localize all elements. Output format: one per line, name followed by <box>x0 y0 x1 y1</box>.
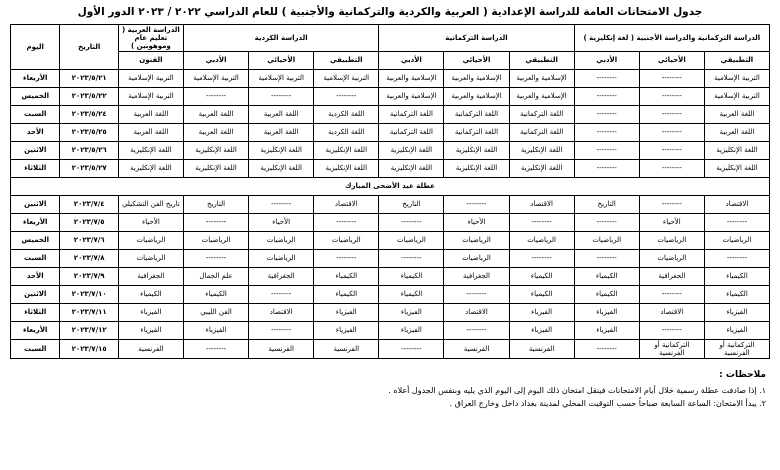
exam-cell: التاريخ <box>574 195 639 213</box>
exam-cell: اللغة الإنكليزية <box>444 141 509 159</box>
exam-cell: الفيزياء <box>118 321 183 339</box>
exam-cell: اللغة الإنكليزية <box>118 159 183 177</box>
table-body <box>11 69 770 358</box>
exam-cell: -------- <box>574 87 639 105</box>
exam-cell: اللغة التركمانية <box>444 105 509 123</box>
exam-date: ٢٠٢٣/٥/٢٤ <box>60 105 118 123</box>
exam-cell: التركمانية أو الفرنسية <box>639 339 704 358</box>
exam-cell: الكيمياء <box>314 267 379 285</box>
exam-cell: الفيزياء <box>314 321 379 339</box>
exam-cell: -------- <box>249 87 314 105</box>
exam-cell: اللغة العربية <box>704 105 769 123</box>
exam-cell: -------- <box>379 249 444 267</box>
exam-date: ٢٠٢٣/٥/٢٢ <box>60 87 118 105</box>
exam-cell: التربية الإسلامية <box>118 69 183 87</box>
subheader-1-2: الأدبي <box>379 51 444 69</box>
table-row <box>11 285 770 303</box>
exam-cell: الأحياء <box>249 213 314 231</box>
exam-date: ٢٠٢٣/٥/٢٦ <box>60 141 118 159</box>
exam-cell: اللغة الإنكليزية <box>444 159 509 177</box>
exam-cell: الرياضيات <box>639 249 704 267</box>
exam-day: الثلاثاء <box>11 303 60 321</box>
table-row <box>11 303 770 321</box>
exam-cell: الاقتصاد <box>249 303 314 321</box>
table-row <box>11 105 770 123</box>
exam-cell: -------- <box>639 195 704 213</box>
exam-cell: الاقتصاد <box>639 303 704 321</box>
exam-cell: الرياضيات <box>509 231 574 249</box>
exam-cell: -------- <box>509 213 574 231</box>
exam-cell: الفيزياء <box>704 303 769 321</box>
exam-cell: -------- <box>183 213 248 231</box>
exam-cell: الفيزياء <box>379 303 444 321</box>
exam-cell: -------- <box>574 249 639 267</box>
exam-cell: -------- <box>314 87 379 105</box>
exam-cell: الرياضيات <box>118 231 183 249</box>
exam-day: السبت <box>11 249 60 267</box>
exam-cell: اللغة الإنكليزية <box>379 141 444 159</box>
exam-cell: الفرنسية <box>509 339 574 358</box>
subheader-3-0: الفنون <box>118 51 183 69</box>
exam-cell: -------- <box>639 87 704 105</box>
exam-cell: -------- <box>639 321 704 339</box>
exam-cell: الكيمياء <box>574 267 639 285</box>
exam-cell: الفيزياء <box>183 321 248 339</box>
exam-cell: -------- <box>639 159 704 177</box>
header-day: اليوم <box>11 24 60 69</box>
group-header-arabic: الدراسة العربية ( تعليم عام وموهوبين ) <box>118 24 183 51</box>
exam-cell: -------- <box>444 321 509 339</box>
subheader-2-1: الأحيائي <box>249 51 314 69</box>
exam-cell: الفيزياء <box>118 303 183 321</box>
table-row <box>11 213 770 231</box>
exam-cell: التربية الإسلامية <box>704 87 769 105</box>
exam-cell: اللغة التركمانية <box>509 123 574 141</box>
exam-cell: الجغرافية <box>639 267 704 285</box>
exam-cell: الفرنسية <box>249 339 314 358</box>
exam-cell: اللغة العربية <box>249 123 314 141</box>
exam-cell: -------- <box>314 249 379 267</box>
note-item: ٢. يبدأ الامتحان: الساعة السابعة صباحاً حسب التوقيت المحلي لمدينة بغداد داخل وخارج العراق . <box>449 399 766 409</box>
exam-cell: -------- <box>249 285 314 303</box>
exam-cell: اللغة الإنكليزية <box>314 141 379 159</box>
exam-schedule-table <box>10 24 770 359</box>
exam-cell: -------- <box>639 123 704 141</box>
exam-cell: -------- <box>379 213 444 231</box>
exam-cell: الأحياء <box>444 213 509 231</box>
exam-cell: -------- <box>444 285 509 303</box>
exam-cell: اللغة الكردية <box>314 123 379 141</box>
exam-date: ٢٠٢٣/٥/٢٥ <box>60 123 118 141</box>
exam-cell: -------- <box>509 249 574 267</box>
exam-cell: الكيمياء <box>704 285 769 303</box>
exam-cell: الفن الليبي <box>183 303 248 321</box>
exam-cell: الكيمياء <box>183 285 248 303</box>
exam-cell: اللغة العربية <box>249 105 314 123</box>
exam-cell: -------- <box>249 321 314 339</box>
exam-day: الأربعاء <box>11 213 60 231</box>
exam-cell: اللغة الإنكليزية <box>249 141 314 159</box>
exam-cell: اللغة الإنكليزية <box>379 159 444 177</box>
exam-cell: الإسلامية والعربية <box>509 69 574 87</box>
exam-cell: اللغة الإنكليزية <box>118 141 183 159</box>
table-group-header-row <box>11 24 770 51</box>
exam-cell: الفيزياء <box>704 321 769 339</box>
exam-cell: -------- <box>379 339 444 358</box>
exam-cell: اللغة الإنكليزية <box>183 159 248 177</box>
subheader-2-0: التطبيقي <box>314 51 379 69</box>
exam-cell: -------- <box>249 195 314 213</box>
exam-date: ٢٠٢٣/٧/٨ <box>60 249 118 267</box>
exam-cell: اللغة التركمانية <box>444 123 509 141</box>
exam-day: الخميس <box>11 87 60 105</box>
exam-day: الثلاثاء <box>11 159 60 177</box>
exam-date: ٢٠٢٣/٧/١٥ <box>60 339 118 358</box>
exam-cell: التربية الإسلامية <box>249 69 314 87</box>
table-row <box>11 123 770 141</box>
exam-cell: الفيزياء <box>509 321 574 339</box>
subheader-0-1: الأحيائي <box>639 51 704 69</box>
exam-cell: الفرنسية <box>118 339 183 358</box>
table-row <box>11 249 770 267</box>
subheader-1-0: التطبيقي <box>509 51 574 69</box>
exam-cell: الرياضيات <box>249 249 314 267</box>
exam-cell: الفيزياء <box>509 303 574 321</box>
exam-cell: الاقتصاد <box>704 195 769 213</box>
exam-day: السبت <box>11 339 60 358</box>
exam-cell: -------- <box>574 213 639 231</box>
exam-cell: الفرنسية <box>444 339 509 358</box>
table-row <box>11 69 770 87</box>
exam-cell: -------- <box>639 105 704 123</box>
exam-date: ٢٠٢٣/٧/١٢ <box>60 321 118 339</box>
exam-cell: اللغة التركمانية <box>379 105 444 123</box>
exam-cell: اللغة العربية <box>704 123 769 141</box>
subheader-0-2: الأدبي <box>574 51 639 69</box>
exam-cell: الرياضيات <box>249 231 314 249</box>
exam-cell: علم الجمال <box>183 267 248 285</box>
exam-cell: الرياضيات <box>118 249 183 267</box>
exam-date: ٢٠٢٣/٧/١٠ <box>60 285 118 303</box>
exam-date: ٢٠٢٣/٧/٩ <box>60 267 118 285</box>
exam-cell: اللغة الإنكليزية <box>509 159 574 177</box>
exam-cell: الرياضيات <box>574 231 639 249</box>
exam-cell: اللغة العربية <box>183 123 248 141</box>
exam-cell: اللغة التركمانية <box>509 105 574 123</box>
exam-cell: -------- <box>574 69 639 87</box>
exam-cell: الرياضيات <box>639 231 704 249</box>
page-title: جدول الامتحانات العامة للدراسة الإعدادية ( العربية والكردية والتركمانية والأجنبية ) للعام الدراسي ٢٠٢٢ / ٢٠٢٣ الدور الأول <box>77 6 703 18</box>
exam-cell: -------- <box>574 159 639 177</box>
exam-cell: الرياضيات <box>704 231 769 249</box>
exam-cell: الأحياء <box>639 213 704 231</box>
exam-cell: الفيزياء <box>574 303 639 321</box>
table-subheader-row <box>11 51 770 69</box>
exam-cell: -------- <box>639 285 704 303</box>
exam-cell: الرياضيات <box>444 249 509 267</box>
table-row <box>11 231 770 249</box>
exam-cell: الإسلامية والعربية <box>379 69 444 87</box>
table-row <box>11 141 770 159</box>
exam-cell: التربية الإسلامية <box>704 69 769 87</box>
exam-cell: التركمانية أو الفرنسية <box>704 339 769 358</box>
group-header-kurdish: الدراسة الكردية <box>183 24 378 51</box>
exam-cell: اللغة الإنكليزية <box>249 159 314 177</box>
table-row <box>11 339 770 358</box>
exam-cell: التربية الإسلامية <box>183 69 248 87</box>
exam-cell: الرياضيات <box>379 231 444 249</box>
exam-cell: اللغة العربية <box>118 105 183 123</box>
exam-cell: الكيمياء <box>574 285 639 303</box>
exam-day: السبت <box>11 105 60 123</box>
notes-section <box>14 369 766 411</box>
exam-date: ٢٠٢٣/٧/١١ <box>60 303 118 321</box>
exam-cell: -------- <box>444 195 509 213</box>
exam-cell: اللغة التركمانية <box>379 123 444 141</box>
exam-cell: اللغة العربية <box>183 105 248 123</box>
subheader-0-0: التطبيقي <box>704 51 769 69</box>
exam-cell: التاريخ <box>379 195 444 213</box>
exam-cell: الكيمياء <box>379 285 444 303</box>
exam-date: ٢٠٢٣/٧/٦ <box>60 231 118 249</box>
exam-cell: الكيمياء <box>118 285 183 303</box>
exam-cell: -------- <box>704 249 769 267</box>
exam-day: الاثنين <box>11 285 60 303</box>
exam-cell: الكيمياء <box>509 267 574 285</box>
exam-cell: -------- <box>574 123 639 141</box>
exam-cell: الفيزياء <box>379 321 444 339</box>
exam-day: الأحد <box>11 123 60 141</box>
exam-cell: الكيمياء <box>704 267 769 285</box>
exam-cell: اللغة الإنكليزية <box>704 141 769 159</box>
exam-cell: اللغة الإنكليزية <box>314 159 379 177</box>
exam-day: الأحد <box>11 267 60 285</box>
exam-cell: الرياضيات <box>314 231 379 249</box>
exam-cell: -------- <box>183 339 248 358</box>
exam-cell: الإسلامية والعربية <box>379 87 444 105</box>
exam-date: ٢٠٢٣/٥/٢١ <box>60 69 118 87</box>
exam-cell: الفرنسية <box>314 339 379 358</box>
exam-cell: التاريخ <box>183 195 248 213</box>
exam-cell: الكيمياء <box>509 285 574 303</box>
exam-cell: -------- <box>574 141 639 159</box>
exam-cell: الاقتصاد <box>314 195 379 213</box>
header-date: التاريخ <box>60 24 118 69</box>
exam-cell: الجغرافية <box>249 267 314 285</box>
exam-cell: الإسلامية والعربية <box>444 87 509 105</box>
exam-cell: -------- <box>639 141 704 159</box>
exam-cell: اللغة الكردية <box>314 105 379 123</box>
exam-cell: التربية الإسلامية <box>314 69 379 87</box>
table-row <box>11 87 770 105</box>
exam-day: الاثنين <box>11 195 60 213</box>
table-row <box>11 321 770 339</box>
exam-cell: الرياضيات <box>183 231 248 249</box>
exam-date: ٢٠٢٣/٧/٥ <box>60 213 118 231</box>
exam-cell: الكيمياء <box>379 267 444 285</box>
exam-cell: اللغة الإنكليزية <box>509 141 574 159</box>
exam-cell: -------- <box>704 213 769 231</box>
exam-cell: الفيزياء <box>314 303 379 321</box>
exam-cell: -------- <box>183 87 248 105</box>
exam-cell: -------- <box>574 339 639 358</box>
exam-cell: الرياضيات <box>444 231 509 249</box>
group-header-turkmen-foreign: الدراسة التركمانية والدراسة الأجنبية ( لغة إنكليزية ) <box>574 24 769 51</box>
exam-date: ٢٠٢٣/٥/٢٧ <box>60 159 118 177</box>
exam-day: الأربعاء <box>11 321 60 339</box>
exam-cell: التربية الإسلامية <box>118 87 183 105</box>
exam-cell: -------- <box>314 213 379 231</box>
exam-cell: الإسلامية والعربية <box>444 69 509 87</box>
exam-cell: الجغرافية <box>444 267 509 285</box>
subheader-2-2: الأدبي <box>183 51 248 69</box>
exam-cell: الكيمياء <box>314 285 379 303</box>
exam-cell: اللغة الإنكليزية <box>183 141 248 159</box>
table-row <box>11 267 770 285</box>
exam-cell: الأحياء <box>118 213 183 231</box>
subheader-1-1: الأحيائي <box>444 51 509 69</box>
notes-list <box>14 385 766 411</box>
table-row <box>11 159 770 177</box>
note-item: ١. إذا صادفت عطلة رسمية خلال أيام الامتحانات فينقل امتحان ذلك اليوم إلى اليوم الذي يليه وبنفس الجدول أعلاه . <box>388 385 766 395</box>
exam-cell: الإسلامية والعربية <box>509 87 574 105</box>
exam-day: الخميس <box>11 231 60 249</box>
notes-title: ملاحظات : <box>719 369 766 380</box>
exam-cell: -------- <box>574 105 639 123</box>
group-header-turkmen: الدراسة التركمانية <box>379 24 574 51</box>
exam-cell: -------- <box>639 69 704 87</box>
holiday-row <box>11 177 770 195</box>
exam-cell: اللغة الإنكليزية <box>704 159 769 177</box>
exam-cell: الجغرافية <box>118 267 183 285</box>
exam-day: الأربعاء <box>11 69 60 87</box>
table-row <box>11 195 770 213</box>
exam-cell: الاقتصاد <box>444 303 509 321</box>
exam-cell: الفيزياء <box>574 321 639 339</box>
exam-date: ٢٠٢٣/٧/٤ <box>60 195 118 213</box>
exam-day: الاثنين <box>11 141 60 159</box>
exam-cell: الاقتصاد <box>509 195 574 213</box>
exam-cell: -------- <box>183 249 248 267</box>
holiday-label: عطلة عيد الأضحى المبارك <box>11 177 770 195</box>
exam-cell: اللغة العربية <box>118 123 183 141</box>
exam-cell: تاريخ الفن التشكيلي <box>118 195 183 213</box>
